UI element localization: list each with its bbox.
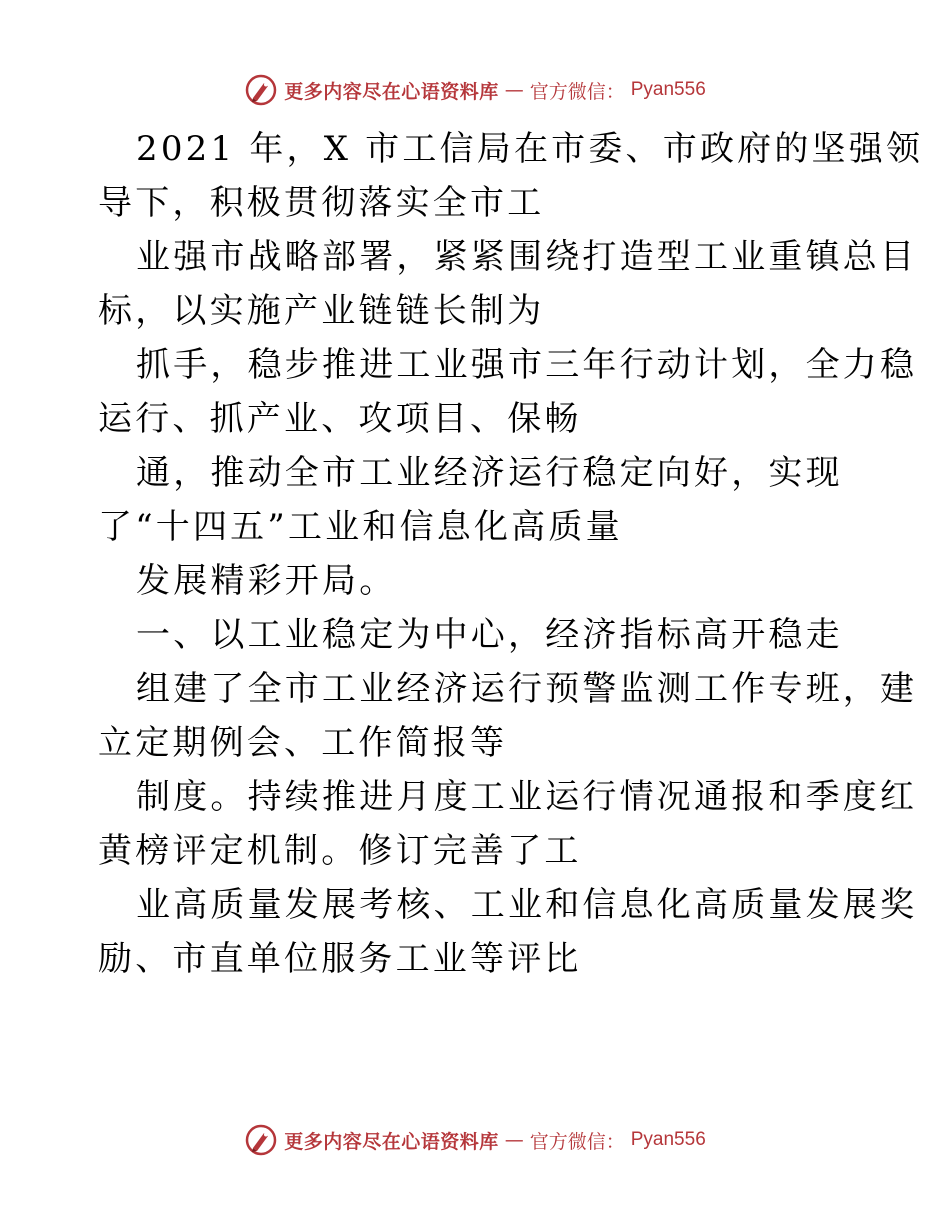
paragraph-line: 通，推动全市工业经济运行稳定向好，实现 — [136, 453, 843, 493]
paragraph-line: 运行、抓产业、攻项目、保畅 — [98, 399, 582, 439]
paragraph-line: 黄榜评定机制。修订完善了工 — [98, 831, 582, 871]
pen-logo-icon — [244, 1123, 278, 1157]
footer-banner — [0, 1120, 950, 1160]
paragraph-line: 抓手，稳步推进工业强市三年行动计划，全力稳 — [136, 345, 918, 385]
paragraph-line: 发展精彩开局。 — [136, 561, 397, 601]
paragraph — [98, 878, 918, 986]
paragraph — [98, 770, 918, 878]
paragraph — [98, 122, 924, 230]
paragraph — [98, 554, 858, 608]
paragraph-line: 导下，积极贯彻落实全市工 — [98, 183, 545, 223]
paragraph — [98, 338, 918, 446]
paragraph — [98, 446, 858, 554]
footer-site-text: 更多内容尽在心语资料库 — [284, 1130, 499, 1153]
paragraph-line: 业高质量发展考核、工业和信息化高质量发展奖 — [136, 885, 918, 925]
paragraph-line: 励、市直单位服务工业等评比 — [98, 939, 582, 979]
header-dash: — — [504, 79, 524, 101]
header-banner — [0, 70, 950, 110]
paragraph-line: 业强市战略部署，紧紧围绕打造型工业重镇总目 — [136, 237, 918, 277]
section-heading-line: 一、以工业稳定为中心，经济指标高开稳走 — [136, 615, 843, 655]
header-wechat-id: Pyan556 — [630, 79, 706, 100]
footer-wechat-label: 官方微信： — [529, 1130, 625, 1153]
section-heading — [98, 608, 858, 662]
paragraph-line: 了“十四五”工业和信息化高质量 — [98, 507, 623, 547]
paragraph — [98, 230, 918, 338]
paragraph-line: 立定期例会、工作简报等 — [98, 723, 508, 763]
paragraph-line: 标，以实施产业链链长制为 — [98, 291, 545, 331]
paragraph-line: 2021 年，X 市工信局在市委、市政府的坚强领 — [136, 129, 924, 169]
pen-logo-icon — [244, 73, 278, 107]
header-site-text: 更多内容尽在心语资料库 — [284, 80, 499, 103]
paragraph — [98, 662, 918, 770]
footer-wechat-id: Pyan556 — [630, 1129, 706, 1150]
paragraph-line: 组建了全市工业经济运行预警监测工作专班，建 — [136, 669, 918, 709]
paragraph-line: 制度。持续推进月度工业运行情况通报和季度红 — [136, 777, 918, 817]
footer-dash: — — [504, 1129, 524, 1151]
header-wechat-label: 官方微信： — [529, 80, 625, 103]
document-body — [98, 122, 924, 986]
